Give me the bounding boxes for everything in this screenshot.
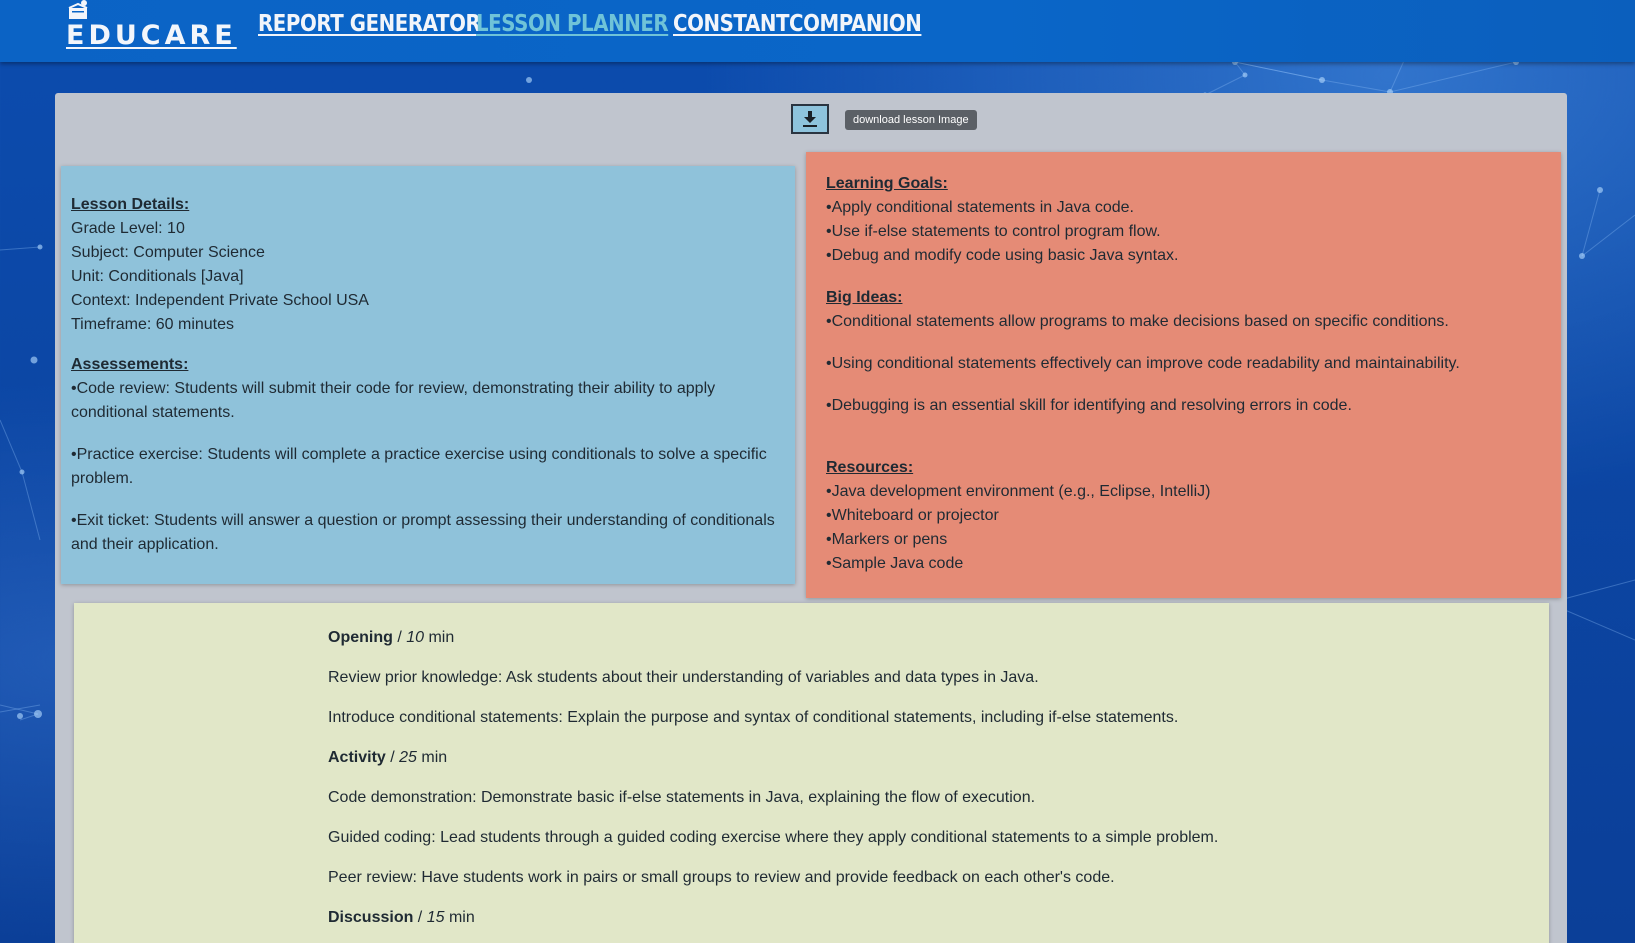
phase-name: Discussion [328,909,414,926]
phase-minutes: 15 [426,909,445,926]
phase-name: Activity [328,749,386,766]
resources-title: Resources: [826,459,914,476]
lesson-details-title: Lesson Details: [71,196,190,213]
resource-item: •Whiteboard or projector [826,507,999,524]
nav-lesson-planner[interactable]: LESSON PLANNER [476,11,669,37]
top-navbar [0,0,1635,62]
learning-goals-card [806,152,1561,598]
schedule-item: Guided coding: Lead students through a guided coding exercise where they apply conditional statements to a simple problem. [328,829,1219,846]
assessment-item: •Code review: Students will submit their code for review, demonstrating their ability to apply conditional statements. [71,380,716,421]
assessment-item: •Practice exercise: Students will complete a practice exercise using conditionals to solve a specific problem. [71,446,767,487]
nav-report-generator[interactable]: REPORT GENERATOR [258,11,481,37]
schedule-item: Introduce conditional statements: Explain the purpose and syntax of conditional statements, including if-else statements. [328,709,1179,726]
schedule-item: Code demonstration: Demonstrate basic if-else statements in Java, explaining the flow of execution. [328,789,1036,806]
phase-separator: / [392,629,407,646]
assessment-item: •Exit ticket: Students will answer a question or prompt assessing their understanding of conditionals and their application. [71,512,775,553]
learning-goals-title: Learning Goals: [826,175,948,192]
phase-name: Opening [328,629,393,646]
phase-discussion-header [328,903,1508,943]
resource-item: •Markers or pens [826,531,948,548]
lesson-details-card [61,166,795,584]
timeframe: Timeframe: 60 minutes [71,316,235,333]
resource-item: •Java development environment (e.g., Eclipse, IntelliJ) [826,483,1211,500]
big-idea-item: •Debugging is an essential skill for identifying and resolving errors in code. [826,397,1352,414]
lesson-schedule-card [74,603,1549,943]
main-nav [258,6,922,42]
schedule-item: Review prior knowledge: Ask students about their understanding of variables and data types in Java. [328,669,1039,686]
subject: Subject: Computer Science [71,244,265,261]
goal-item: •Apply conditional statements in Java code. [826,199,1134,216]
logo-text: EDUCARE [66,20,237,51]
context: Context: Independent Private School USA [71,292,369,309]
grade-level: Grade Level: 10 [71,220,185,237]
assessments-title: Assessements: [71,356,189,373]
goal-item: •Debug and modify code using basic Java syntax. [826,247,1179,264]
unit: Unit: Conditionals [Java] [71,268,244,285]
big-idea-item: •Conditional statements allow programs to make decisions based on specific conditions. [826,313,1449,330]
download-button[interactable] [791,104,829,134]
phase-minutes: 25 [399,749,417,766]
educare-logo[interactable] [66,0,237,54]
schedule-item: Peer review: Have students work in pairs or small groups to review and provide feedback on each other's code. [328,869,1115,886]
download-icon [801,110,819,128]
nav-constantcompanion[interactable]: CONSTANTCOMPANION [673,11,922,37]
goal-item: •Use if-else statements to control program flow. [826,223,1161,240]
phase-unit: min [416,749,448,766]
logo-book-icon [67,0,91,20]
big-ideas-title: Big Ideas: [826,289,903,306]
phase-separator: / [413,909,427,926]
phase-activity-header [328,743,1508,783]
phase-separator: / [385,749,400,766]
resource-item: •Sample Java code [826,555,964,572]
phase-unit: min [444,909,475,926]
download-tooltip: download lesson Image [845,110,977,130]
big-idea-item: •Using conditional statements effectively can improve code readability and maintainability. [826,355,1460,372]
phase-unit: min [424,629,455,646]
phase-opening-header [328,623,1508,663]
phase-minutes: 10 [406,629,425,646]
